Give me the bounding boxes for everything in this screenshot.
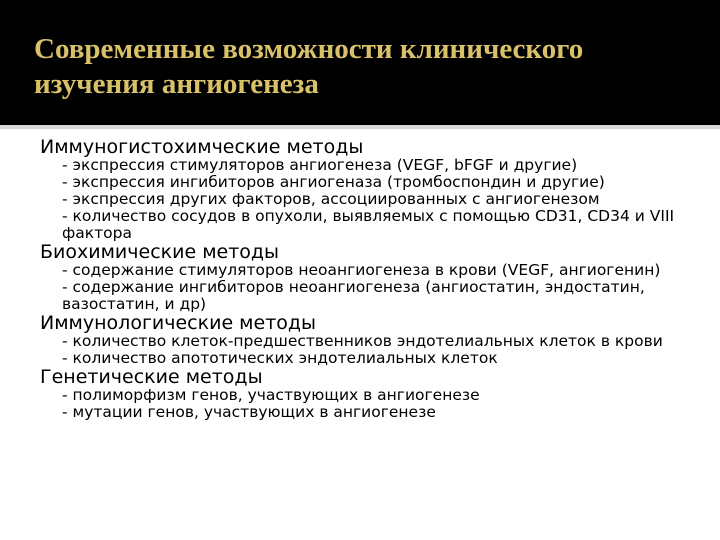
list-item: - экспрессия других факторов, ассоциированных с ангиогенезом	[62, 190, 600, 208]
section-heading: Иммуногистохимческие методы	[40, 136, 364, 158]
slide-content	[0, 137, 720, 532]
list-item: - содержание ингибиторов неоангиогенеза (ангиостатин, эндостатин, вазостатин, и др)	[62, 278, 645, 313]
slide-title-line-1: Современные возможности клинического	[34, 33, 584, 65]
method-list	[0, 157, 720, 242]
method-list	[0, 333, 720, 367]
list-item: - количество сосудов в опухоли, выявляемых с помощью CD31, CD34 и VIII фактора	[62, 207, 675, 242]
section-heading: Генетические методы	[40, 366, 263, 388]
method-list	[0, 262, 720, 313]
section-immunohistochemical	[0, 137, 720, 242]
list-item: - содержание стимуляторов неоангиогенеза в крови (VEGF, ангиогенин)	[62, 261, 661, 279]
list-item: - мутации генов, участвующих в ангиогенезе	[62, 403, 436, 421]
section-heading: Биохимические методы	[40, 241, 280, 263]
list-item: - экспрессия стимуляторов ангиогенеза (VEGF, bFGF и другие)	[62, 156, 578, 174]
section-heading: Иммунологические методы	[40, 312, 317, 334]
list-item: - количество клеток-предшественников эндотелиальных клеток в крови	[62, 332, 663, 350]
section-genetic	[0, 367, 720, 421]
list-item: - количество апототических эндотелиальных клеток	[62, 349, 498, 367]
slide-title	[34, 32, 674, 102]
title-divider	[0, 125, 720, 129]
slide-title-line-2: изучения ангиогенеза	[34, 68, 319, 100]
method-list	[0, 387, 720, 421]
section-immunological	[0, 313, 720, 367]
list-item: - экспрессия ингибиторов ангиогеназа (тромбоспондин и другие)	[62, 173, 605, 191]
list-item: - полиморфизм генов, участвующих в ангиогенезе	[62, 386, 480, 404]
section-biochemical	[0, 242, 720, 313]
